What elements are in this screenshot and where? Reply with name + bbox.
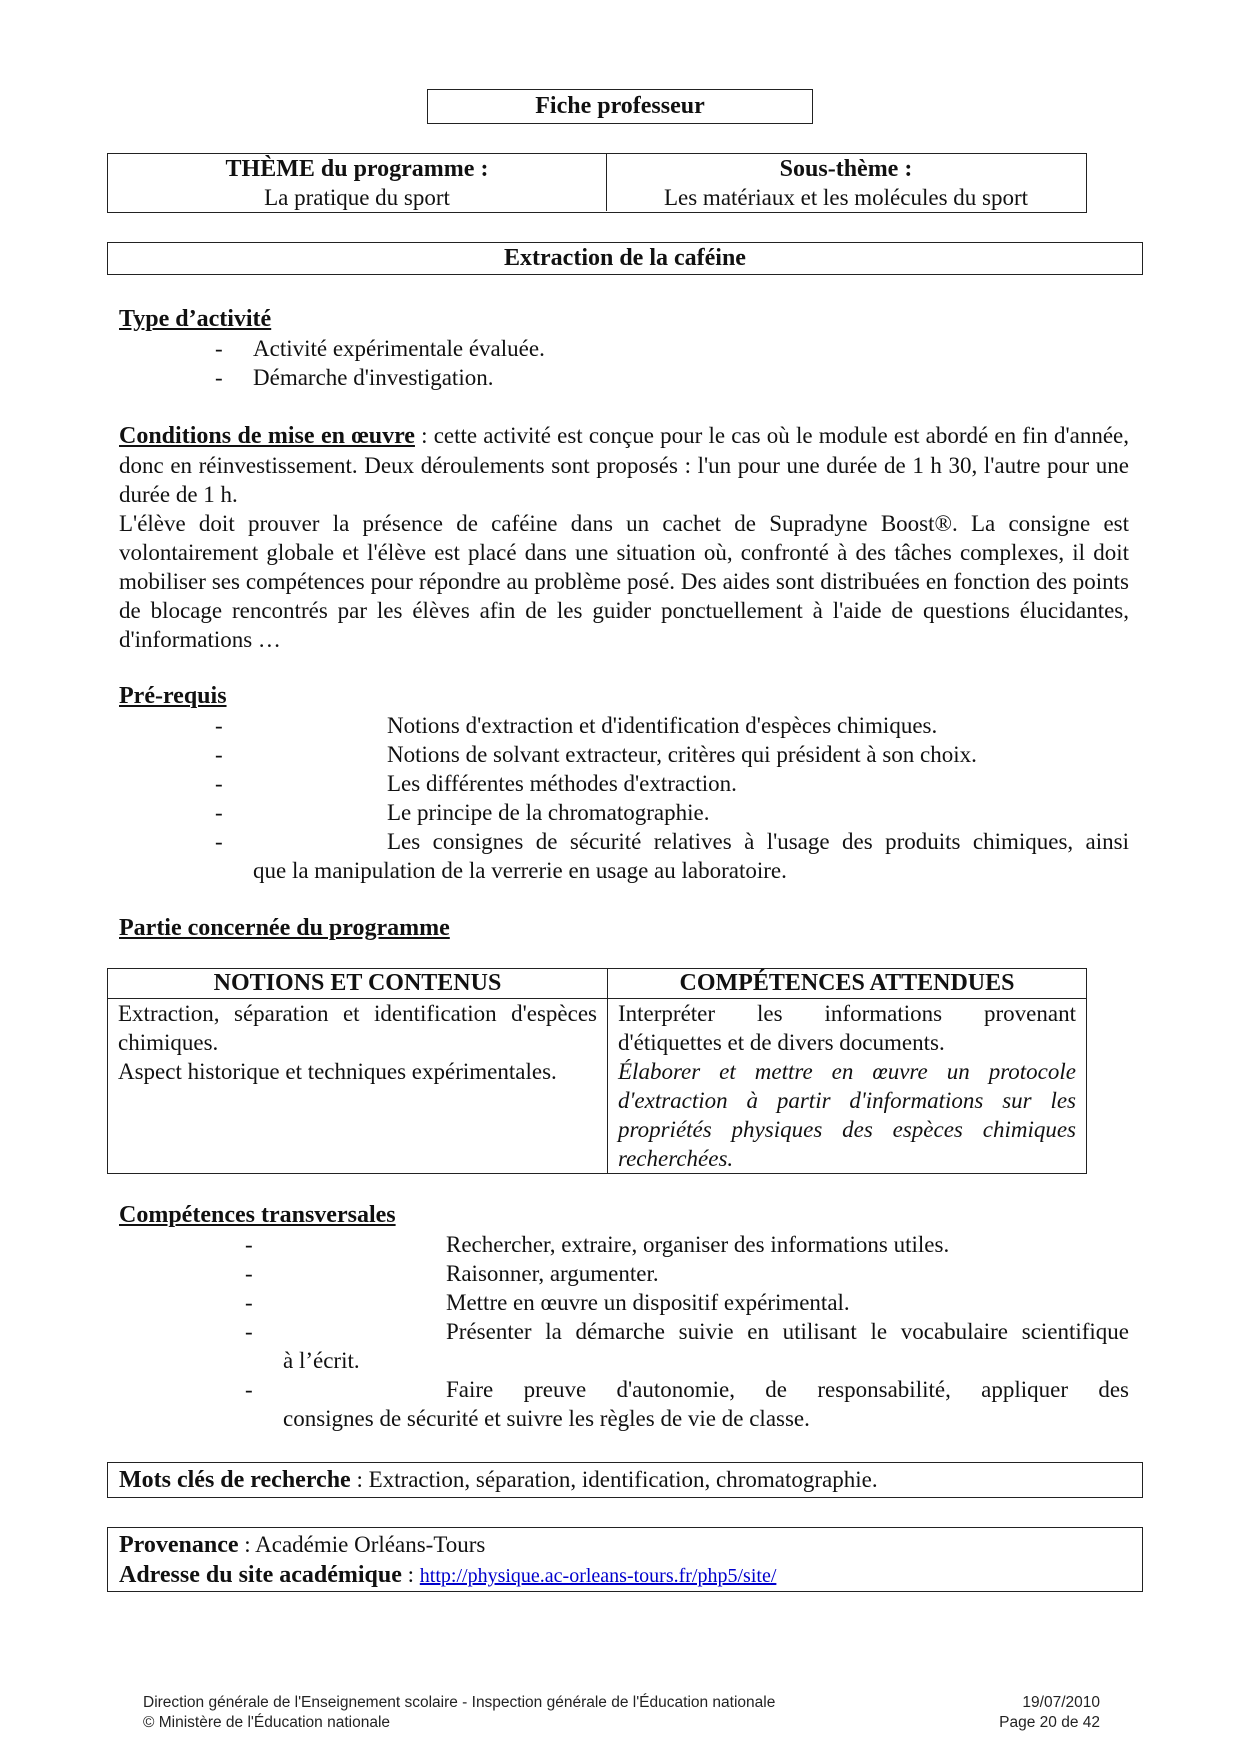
transversales-item-4: Présenter la démarche suivie en utilisant le vocabulaire scientifique	[446, 1319, 1129, 1344]
transversales-item-5: Faire preuve d'autonomie, de responsabilité, appliquer des	[446, 1377, 1129, 1402]
notions-text-1: Extraction, séparation et identification d'espèces chimiques.	[118, 1001, 597, 1055]
prerequis-item-4: Le principe de la chromatographie.	[387, 800, 710, 825]
programme-heading: Partie concernée du programme	[119, 915, 450, 941]
list-bullet: -	[245, 1261, 253, 1286]
prerequis-item-2: Notions de solvant extracteur, critères qui président à son choix.	[387, 742, 977, 767]
site-separator: :	[401, 1562, 420, 1587]
site-label: Adresse du site académique	[119, 1562, 402, 1588]
competences-text-1: Interpréter les informations provenant d'étiquettes et de divers documents.	[618, 1001, 1076, 1055]
conditions-text-2: L'élève doit prouver la présence de caféine dans un cachet de Supradyne Boost®. La consigne est volontairement globale et l'élève est placé dans une situation où, confronté à des tâches complexes, il doit mobiliser ses compétences pour répondre au problème posé. Des aides sont distribuées en fonction des points de blocage rencontrés par les élèves afin de les guider ponctuellement à l'aide de questions élucidantes, d'informations …	[119, 511, 1129, 652]
list-bullet: -	[245, 1290, 253, 1315]
conditions-heading: Conditions de mise en œuvre	[119, 423, 415, 449]
notions-header: NOTIONS ET CONTENUS	[108, 969, 608, 999]
activity-title: Extraction de la caféine	[504, 245, 746, 271]
theme-table	[107, 153, 1087, 213]
theme-label: THÈME du programme :	[225, 156, 489, 182]
list-bullet: -	[245, 1232, 253, 1257]
mots-cles-box	[107, 1462, 1143, 1498]
transversales-item-1: Rechercher, extraire, organiser des informations utiles.	[446, 1232, 950, 1257]
list-bullet: -	[215, 336, 223, 361]
list-bullet: -	[215, 713, 223, 738]
competences-text-2: Élaborer et mettre en œuvre un protocole d'extraction à partir d'informations sur les propriétés physiques des espèces chimiques recherchées.	[618, 1059, 1076, 1171]
footer-direction: Direction générale de l'Enseignement scolaire - Inspection générale de l'Éducation nationale	[143, 1694, 776, 1711]
type-activite-heading: Type d’activité	[119, 306, 272, 332]
mots-cles-label: Mots clés de recherche	[119, 1467, 351, 1493]
footer-copyright: © Ministère de l'Éducation nationale	[143, 1714, 391, 1731]
theme-cell	[108, 154, 607, 211]
footer-right	[980, 1693, 1100, 1733]
notions-cell	[108, 999, 608, 1174]
transversales-item-4-continued: à l’écrit.	[283, 1348, 360, 1373]
conditions-paragraph	[119, 421, 1129, 654]
site-link[interactable]: http://physique.ac-orleans-tours.fr/php5/site/	[419, 1565, 777, 1587]
list-bullet: -	[245, 1319, 253, 1344]
list-bullet: -	[215, 742, 223, 767]
notions-text-2: Aspect historique et techniques expérimentales.	[118, 1059, 557, 1084]
mots-cles-value: : Extraction, séparation, identification, chromatographie.	[350, 1467, 878, 1492]
transversales-heading: Compétences transversales	[119, 1202, 396, 1228]
table-header-row	[108, 969, 1087, 999]
theme-value: La pratique du sport	[264, 185, 450, 210]
footer-left	[143, 1693, 775, 1733]
provenance-box	[107, 1527, 1143, 1592]
footer-date: 19/07/2010	[1022, 1694, 1100, 1711]
prerequis-item-5: Les consignes de sécurité relatives à l'usage des produits chimiques, ainsi	[387, 829, 1129, 854]
transversales-item-5-continued: consignes de sécurité et suivre les règles de vie de classe.	[283, 1406, 810, 1431]
subtheme-value: Les matériaux et les molécules du sport	[663, 185, 1029, 210]
prerequis-item-3: Les différentes méthodes d'extraction.	[387, 771, 737, 796]
document-title-box	[427, 89, 813, 124]
transversales-item-3: Mettre en œuvre un dispositif expérimental.	[446, 1290, 850, 1315]
prerequis-heading: Pré-requis	[119, 683, 227, 709]
list-bullet: -	[215, 365, 223, 390]
activity-title-box	[107, 242, 1143, 275]
list-bullet: -	[215, 829, 223, 854]
type-activite-item-2: Démarche d'investigation.	[253, 365, 494, 390]
list-bullet: -	[245, 1377, 253, 1402]
document-title: Fiche professeur	[535, 93, 705, 119]
prerequis-item-1: Notions d'extraction et d'identification d'espèces chimiques.	[387, 713, 938, 738]
list-bullet: -	[215, 800, 223, 825]
prerequis-item-5-continued: que la manipulation de la verrerie en usage au laboratoire.	[253, 858, 787, 883]
competences-cell	[608, 999, 1087, 1174]
conditions-text-1: : cette activité est conçue pour le cas où le module est abordé en fin d'année, donc en réinvestissement. Deux déroulements sont proposés : l'un pour une durée de 1 h 30, l'autre pour une durée de 1 h.	[119, 423, 1130, 507]
subtheme-label: Sous-thème :	[779, 156, 913, 182]
list-bullet: -	[215, 771, 223, 796]
provenance-value: : Académie Orléans-Tours	[238, 1532, 486, 1557]
competences-header: COMPÉTENCES ATTENDUES	[608, 969, 1087, 999]
programme-table	[107, 968, 1087, 1174]
table-row	[108, 999, 1087, 1174]
subtheme-cell	[607, 154, 1085, 211]
type-activite-item-1: Activité expérimentale évaluée.	[253, 336, 545, 361]
transversales-item-2: Raisonner, argumenter.	[446, 1261, 659, 1286]
provenance-label: Provenance	[119, 1532, 239, 1558]
footer-page-number: Page 20 de 42	[999, 1714, 1100, 1731]
